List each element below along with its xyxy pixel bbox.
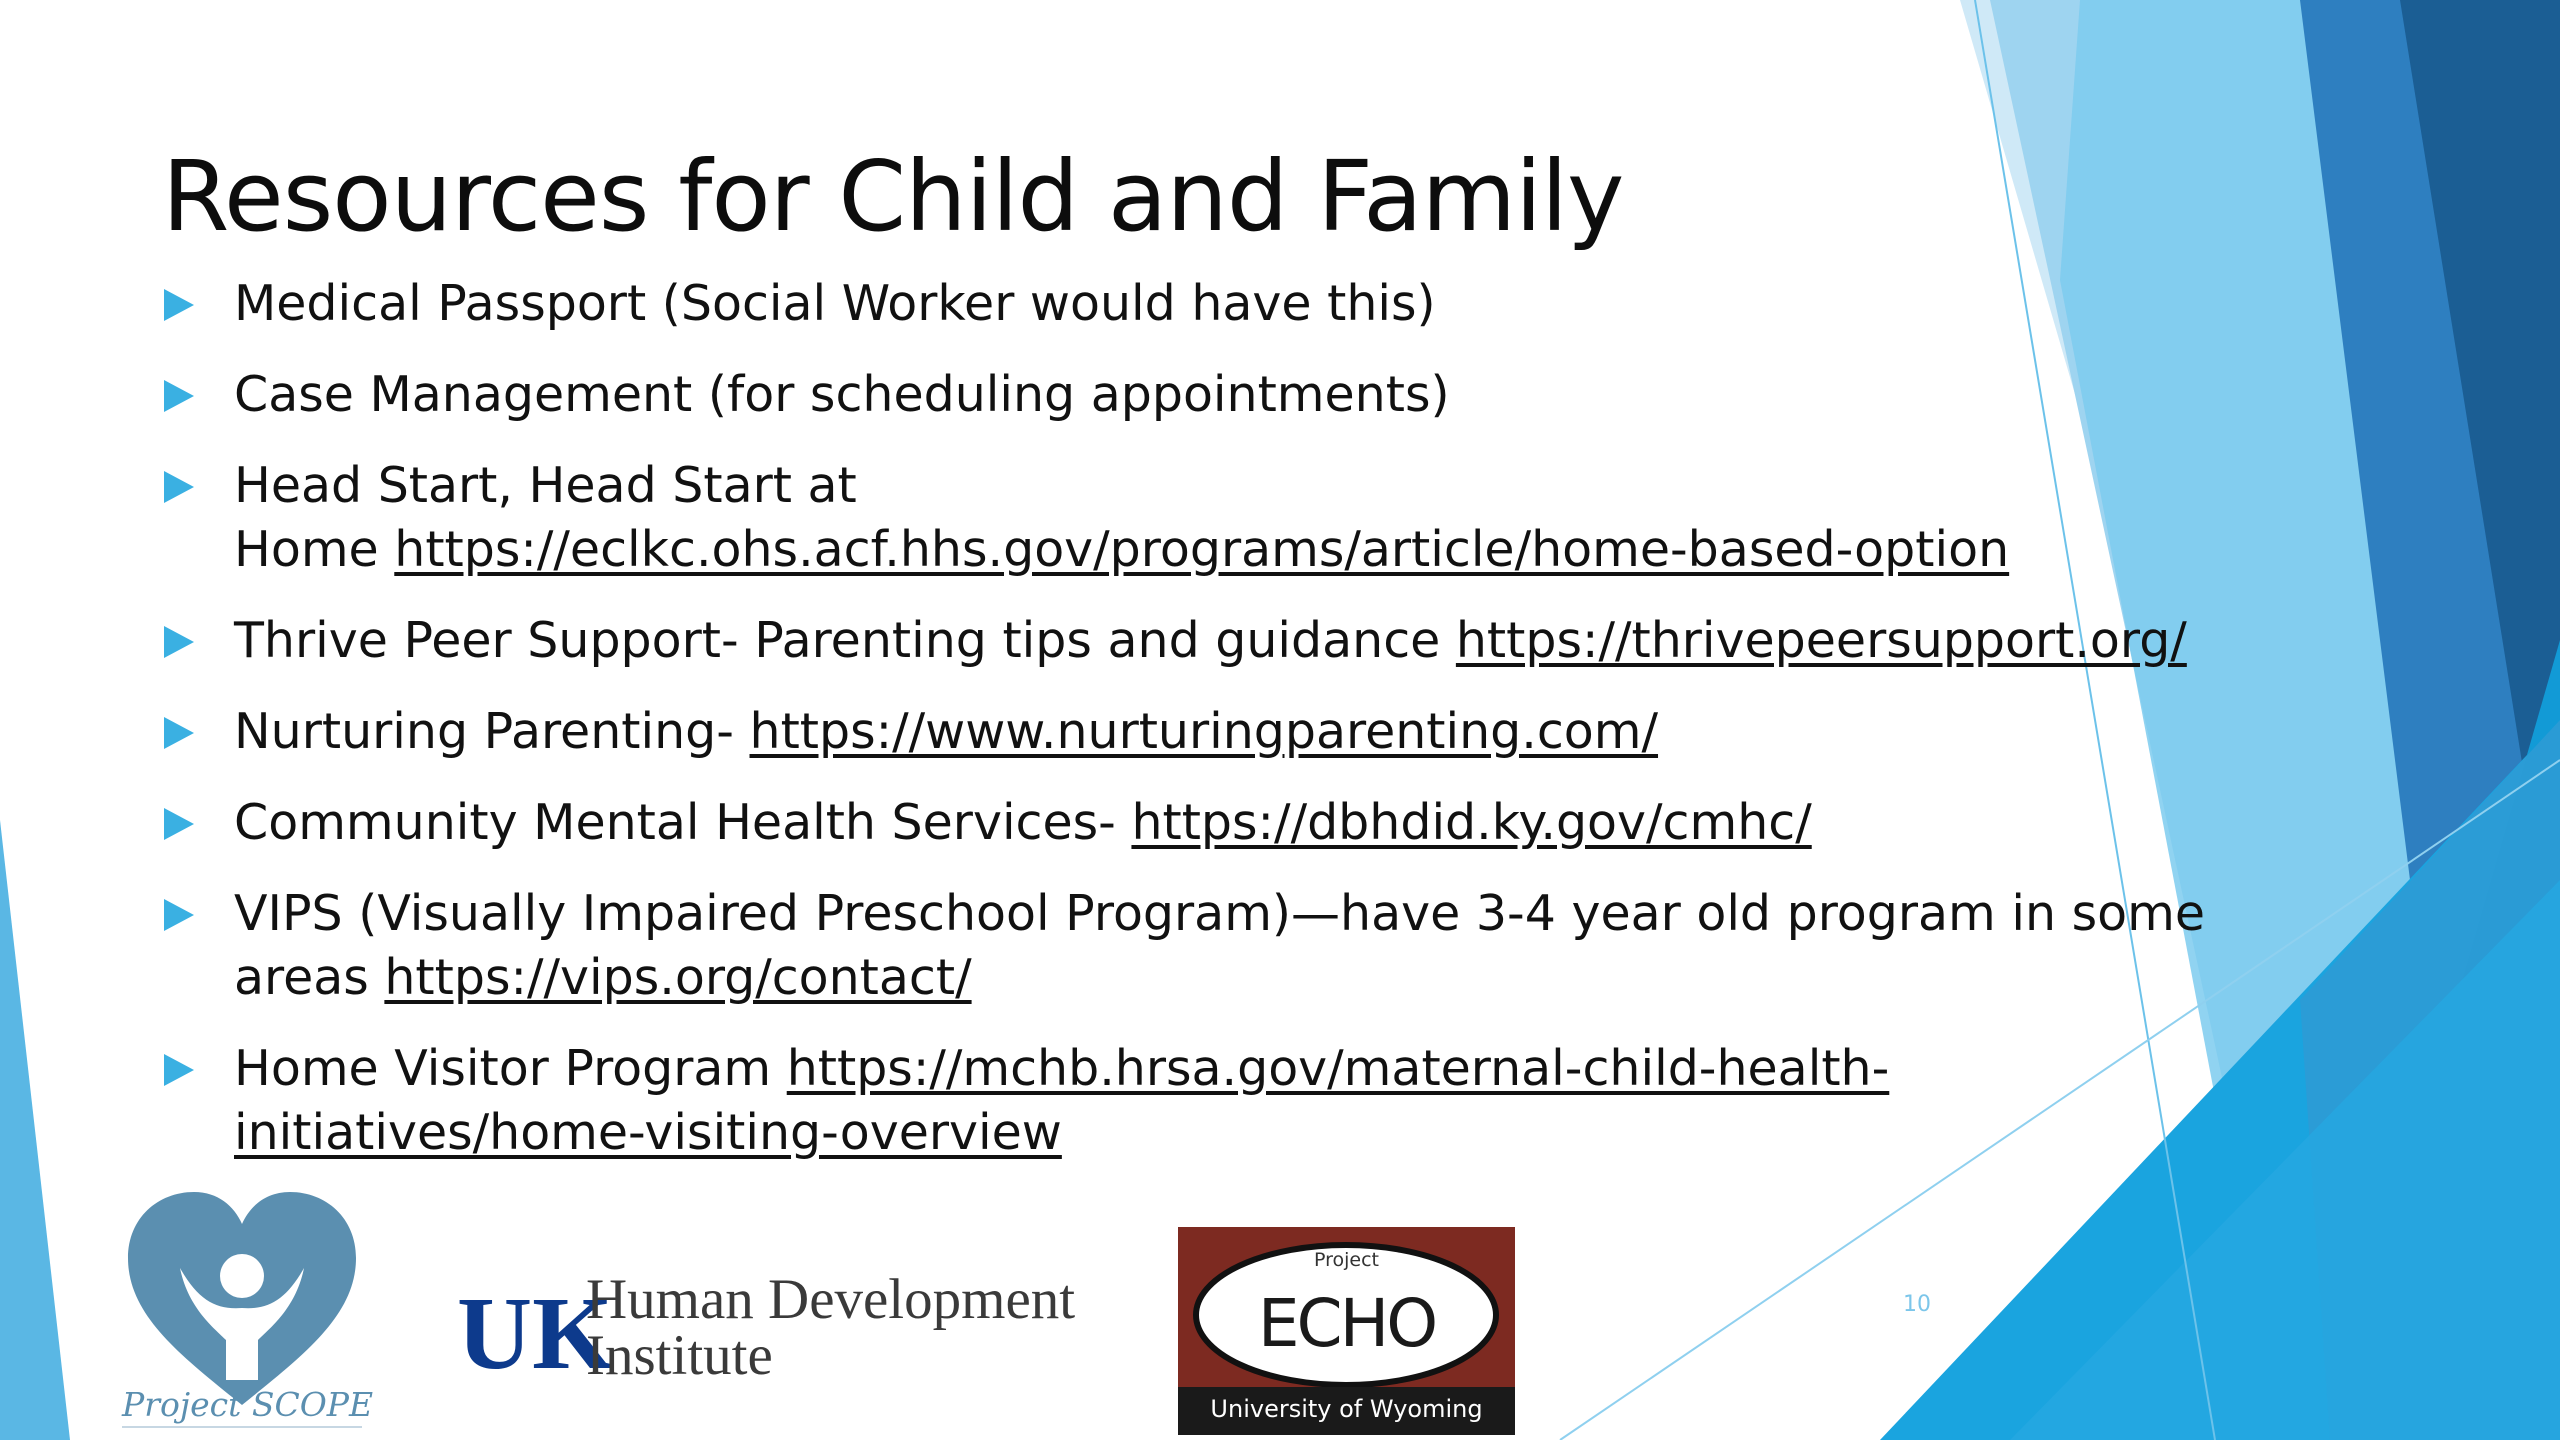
hdi-line-1: Human Development <box>586 1268 1076 1331</box>
bullet-arrow-icon <box>164 808 194 840</box>
uk-logo-text: UK <box>457 1276 613 1391</box>
slide-title: Resources for Child and Family <box>162 140 1624 253</box>
nurturing-parenting-link[interactable]: https://www.nurturingparenting.com/ <box>749 703 1659 760</box>
cmhc-link[interactable]: https://dbhdid.ky.gov/cmhc/ <box>1131 794 1812 851</box>
echo-word: ECHO <box>1257 1285 1436 1362</box>
page-number: 10 <box>1903 1292 1931 1317</box>
item-text: VIPS (Visually Impaired Preschool Program)—have 3-4 year old program in some <box>234 885 2205 942</box>
item-text: Home Visitor Program <box>234 1040 787 1097</box>
uk-logo-icon <box>455 1276 613 1391</box>
home-visiting-link-continued[interactable]: initiatives/home-visiting-overview <box>234 1104 1062 1161</box>
head-start-link[interactable]: https://eclkc.ohs.acf.hhs.gov/programs/article/home-based-option <box>394 521 2010 578</box>
item-text: Case Management (for scheduling appointments) <box>234 366 1450 423</box>
list-item <box>162 700 2222 764</box>
item-text: Community Mental Health Services- <box>234 794 1132 851</box>
project-echo-logo <box>1178 1227 1515 1435</box>
bullet-arrow-icon <box>164 899 194 931</box>
echo-university-text: University of Wyoming <box>1210 1395 1483 1423</box>
echo-project-text: Project <box>1313 1249 1379 1271</box>
bullet-arrow-icon <box>164 1054 194 1086</box>
home-visiting-link[interactable]: https://mchb.hrsa.gov/maternal-child-health- <box>786 1040 1890 1097</box>
list-item <box>162 882 2222 1010</box>
item-text: areas <box>234 949 385 1006</box>
thrive-link[interactable]: https://thrivepeersupport.org/ <box>1455 612 2187 669</box>
bullet-arrow-icon <box>164 289 194 321</box>
bullet-arrow-icon <box>164 380 194 412</box>
vips-link[interactable]: https://vips.org/contact/ <box>384 949 972 1006</box>
list-item <box>162 454 2222 582</box>
bullet-arrow-icon <box>164 717 194 749</box>
list-item <box>162 791 2222 855</box>
item-text: Nurturing Parenting- <box>234 703 750 760</box>
list-item <box>162 1037 2222 1165</box>
project-scope-label: Project SCOPE <box>122 1385 362 1428</box>
bullet-arrow-icon <box>164 626 194 658</box>
bullet-arrow-icon <box>164 471 194 503</box>
item-text: Head Start, Head Start at <box>234 457 857 514</box>
item-text: Home <box>234 521 395 578</box>
hdi-line-2: Institute <box>586 1324 773 1387</box>
list-item <box>162 363 2222 427</box>
list-item <box>162 609 2222 673</box>
item-text: Medical Passport (Social Worker would have this) <box>234 275 1436 332</box>
item-text: Thrive Peer Support- Parenting tips and guidance <box>234 612 1456 669</box>
hdi-logo-text <box>586 1268 1076 1387</box>
list-item <box>162 272 2222 336</box>
resource-list <box>162 272 2222 1192</box>
